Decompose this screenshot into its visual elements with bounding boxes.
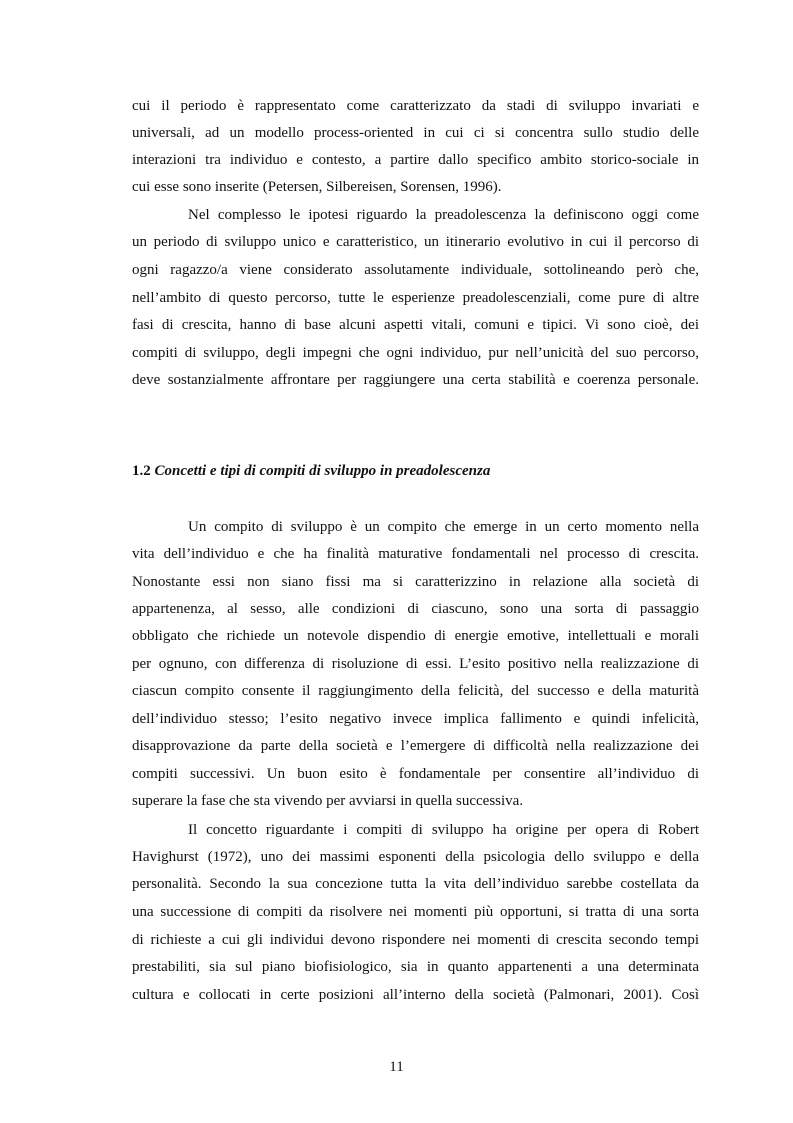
paragraph-2-line: nell’ambito di questo percorso, tutte le esperienze preadolescenziali, come pure di altre (132, 290, 699, 306)
paragraph-3-line: ciascun compito consente il raggiungimento della felicità, del successo e della maturità (132, 683, 699, 699)
paragraph-3-line: obbligato che richiede un notevole dispendio di energie emotive, intellettuali e morali (132, 628, 699, 644)
paragraph-3-line: Nonostante essi non siano fissi ma si caratterizzino in relazione alla società di (132, 574, 699, 590)
section-heading (132, 461, 490, 481)
paragraph-2-line: fasi di crescita, hanno di base alcuni aspetti vitali, comuni e tipici. Vi sono cioè, dei (132, 317, 699, 333)
paragraph-4-line: prestabiliti, sia sul piano biofisiologico, sia in quanto appartenenti a una determinata (132, 959, 699, 975)
paragraph-2-line: ogni ragazzo/a viene considerato assolutamente individuale, sottolineando però che, (132, 262, 699, 278)
paragraph-4-line: Havighurst (1972), uno dei massimi esponenti della psicologia dello sviluppo e della (132, 849, 699, 865)
paragraph-3-line: compiti successivi. Un buon esito è fondamentale per consentire all’individuo di (132, 766, 699, 782)
paragraph-1-line: cui esse sono inserite (Petersen, Silbereisen, Sorensen, 1996). (132, 179, 502, 195)
paragraph-1-line: cui il periodo è rappresentato come caratterizzato da stadi di sviluppo invariati e (132, 98, 699, 114)
paragraph-4-line: una successione di compiti da risolvere nei momenti più opportuni, si tratta di una sorta (132, 904, 699, 920)
section-number: 1.2 (132, 463, 151, 479)
paragraph-3-line: dell’individuo stesso; l’esito negativo invece implica fallimento e quindi infelicità, (132, 711, 699, 727)
paragraph-3-line: superare la fase che sta vivendo per avviarsi in quella successiva. (132, 793, 524, 809)
paragraph-2-line: compiti di sviluppo, degli impegni che ogni individuo, pur nell’unicità del suo percorso, (132, 345, 699, 361)
paragraph-1-line: universali, ad un modello process-oriented in cui ci si concentra sullo studio delle (132, 125, 699, 141)
paragraph-3-line: per ognuno, con differenza di risoluzione di essi. L’esito positivo nella realizzazione di (132, 656, 699, 672)
section-title: Concetti e tipi di compiti di sviluppo in preadolescenza (154, 463, 491, 479)
paragraph-1-line: interazioni tra individuo e contesto, a partire dallo specifico ambito storico-sociale in (132, 152, 699, 168)
paragraph-4-line: Il concetto riguardante i compiti di sviluppo ha origine per opera di Robert (188, 822, 699, 838)
paragraph-3-line: vita dell’individuo e che ha finalità maturative fondamentali nel processo di crescita. (132, 546, 699, 562)
paragraph-2-line: Nel complesso le ipotesi riguardo la preadolescenza la definiscono oggi come (188, 207, 699, 223)
paragraph-3-line: appartenenza, al sesso, alle condizioni di ciascuno, sono una sorta di passaggio (132, 601, 699, 617)
paragraph-2-line: deve sostanzialmente affrontare per raggiungere una certa stabilità e coerenza personale. (132, 372, 699, 388)
paragraph-2-line: un periodo di sviluppo unico e caratteristico, un itinerario evolutivo in cui il percorso di (132, 234, 699, 250)
paragraph-4-line: personalità. Secondo la sua concezione tutta la vita dell’individuo sarebbe costellata da (132, 876, 699, 892)
page-number: 11 (389, 1059, 404, 1075)
paragraph-4-line: cultura e collocati in certe posizioni all’interno della società (Palmonari, 2001). Così (132, 987, 699, 1003)
paragraph-4-line: di richieste a cui gli individui devono rispondere nei momenti di crescita secondo tempi (132, 932, 699, 948)
paragraph-3-line: Un compito di sviluppo è un compito che emerge in un certo momento nella (188, 519, 699, 535)
paragraph-3-line: disapprovazione da parte della società e l’emergere di difficoltà nella realizzazione dei (132, 738, 699, 754)
